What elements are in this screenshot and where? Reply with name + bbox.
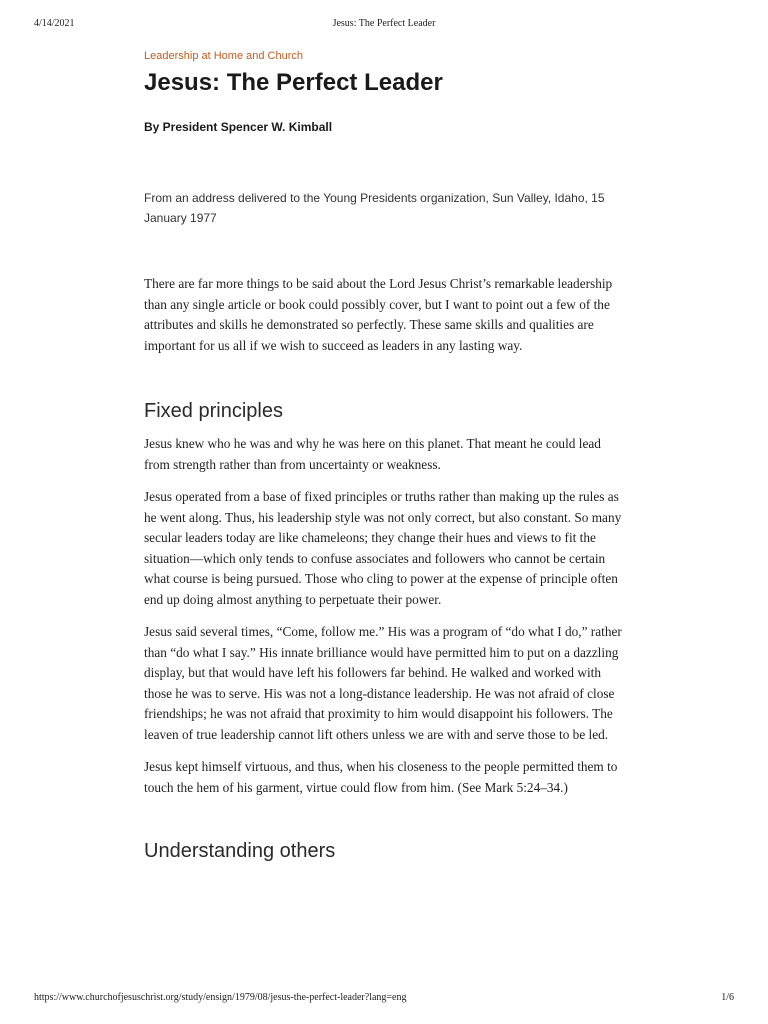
section-heading-understanding-others: Understanding others (144, 840, 336, 862)
article (144, 48, 624, 874)
print-footer (34, 992, 734, 1006)
paragraph: Jesus said several times, “Come, follow me.” His was a program of “do what I do,” rather than “do what I say.” His innate brilliance would have permitted him to put on a dazzling display, but that would have left his followers far behind. He walked and worked with those he was to serve. His was not a long-distance leadership. He was not afraid of close friendships; he was not afraid that proximity to him would disappoint his followers. The leaven of true leadership cannot lift others unless we are with and serve those to be led. (144, 624, 622, 742)
article-kicker[interactable]: Leadership at Home and Church (144, 50, 303, 62)
article-title: Jesus: The Perfect Leader (144, 69, 443, 96)
paragraph: Jesus knew who he was and why he was here on this planet. That meant he could lead from strength rather than from uncertainty or weakness. (144, 436, 601, 472)
paragraph: Jesus operated from a base of fixed principles or truths rather than making up the rules as he went along. Thus, his leadership style was not only correct, but also constant. So many secular leaders today are like chameleons; they change their hues and views to fit the situation—which only tends to confuse associates and followers who cannot be certain what course is being pursued. Those who cling to power at the expense of principle often end up doing almost anything to perpetuate their power. (144, 489, 622, 607)
opening-paragraph: There are far more things to be said about the Lord Jesus Christ’s remarkable leadership than any single article or book could possibly cover, but I want to point out a few of the attributes and skills he demonstrated so perfectly. These same skills and qualities are important for us all if we wish to succeed as leaders in any lasting way. (144, 276, 613, 353)
paragraph: Jesus kept himself virtuous, and thus, when his closeness to the people permitted them to touch the hem of his garment, virtue could flow from him. (See Mark 5:24–34.) (144, 759, 618, 795)
section-heading-fixed-principles: Fixed principles (144, 400, 283, 422)
print-date: 4/14/2021 (34, 18, 75, 29)
print-url: https://www.churchofjesuschrist.org/study/ensign/1979/08/jesus-the-perfect-leader?lang=eng (34, 992, 407, 1003)
article-byline: By President Spencer W. Kimball (144, 120, 333, 134)
print-page-title: Jesus: The Perfect Leader (332, 18, 436, 29)
print-header (34, 18, 734, 32)
article-intro: From an address delivered to the Young Presidents organization, Sun Valley, Idaho, 15 January 1977 (144, 191, 605, 225)
page-number: 1/6 (721, 992, 734, 1003)
